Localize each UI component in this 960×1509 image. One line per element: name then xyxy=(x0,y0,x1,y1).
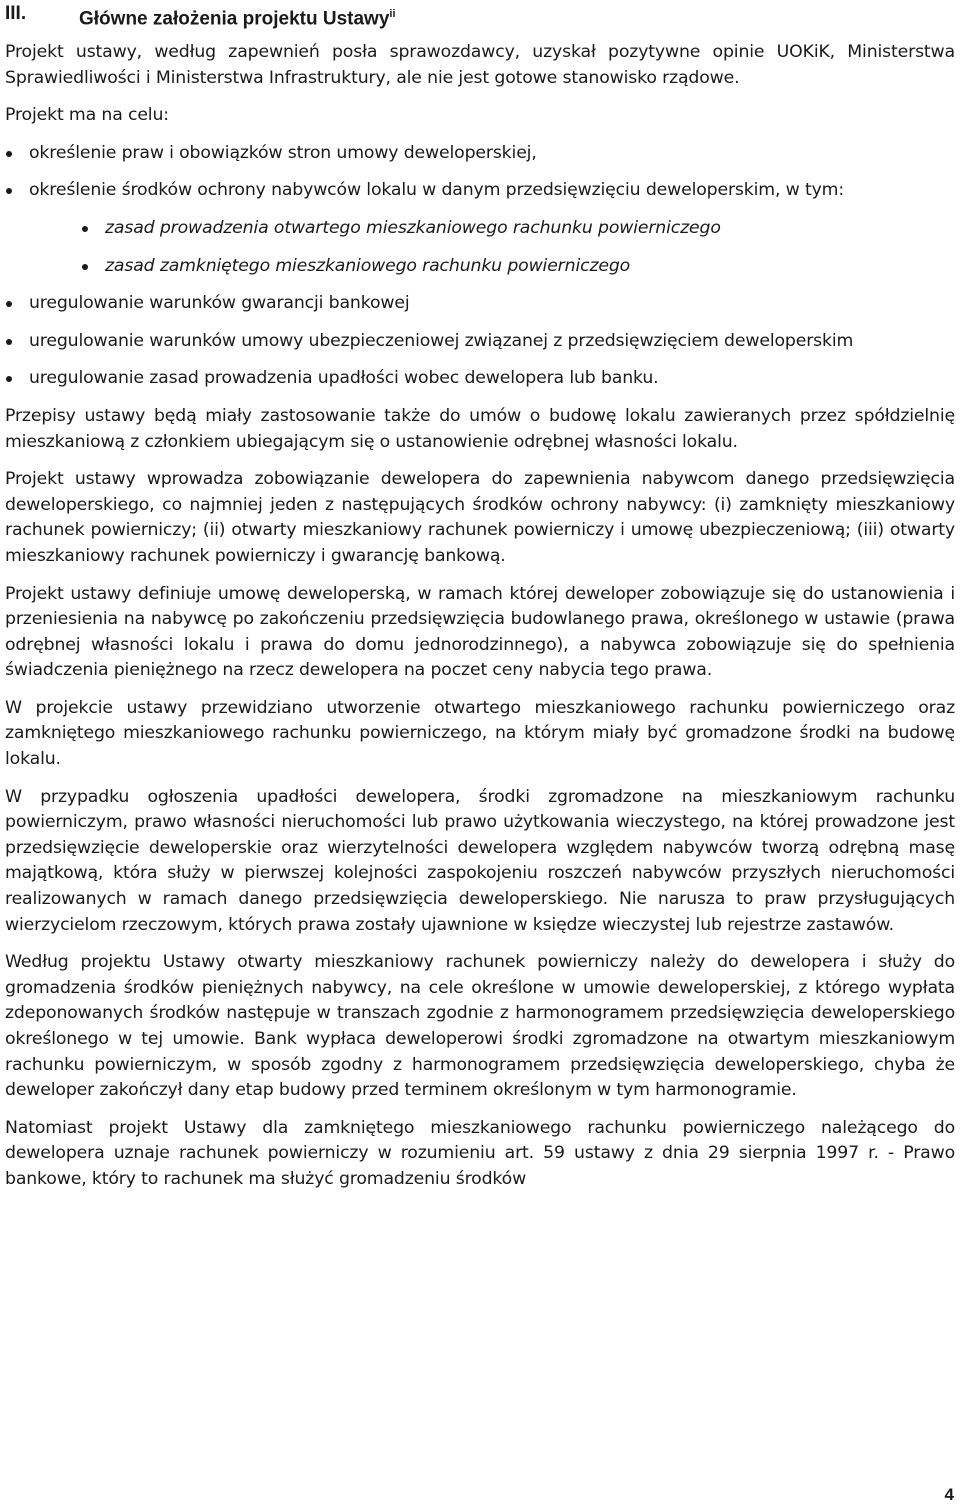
sub-list-item: zasad prowadzenia otwartego mieszkaniowego rachunku powierniczego xyxy=(5,216,955,242)
body-paragraph: Projekt ustawy definiuje umowę deweloperską, w ramach której deweloper zobowiązuje się do ustanowienia i przeniesienia na nabywcę po zakończeniu przedsięwzięcia budowlanego prawa, określonego w ustawie (prawa odrębnej własności lokalu i prawa do domu jednorodzinnego), a nabywca zobowiązuje się do spełnienia świadczenia pieniężnego na rzecz dewelopera na poczet ceny nabycia tego prawa. xyxy=(5,583,955,681)
body-paragraph: Natomiast projekt Ustawy dla zamkniętego mieszkaniowego rachunku powierniczego należącego do dewelopera uznaje rachunek powierniczy w rozumieniu art. 59 ustawy z dnia 29 sierpnia 1997 r. - Prawo bankowe, który to rachunek ma służyć gromadzeniu środków xyxy=(5,1117,955,1189)
bullet-icon xyxy=(82,264,88,270)
sub-list-item: zasad zamkniętego mieszkaniowego rachunku powierniczego xyxy=(5,254,955,280)
section-heading xyxy=(5,0,955,28)
section-number: III. xyxy=(5,3,27,24)
body-paragraph: W przypadku ogłoszenia upadłości dewelopera, środki zgromadzone na mieszkaniowym rachunku powierniczym, prawo własności nieruchomości lub prawo użytkowania wieczystego, na której prowadzone jest przedsięwzięcie deweloperskie oraz wierzytelności dewelopera względem nabywców tworzą odrębną masę majątkową, która służy w pierwszej kolejności zaspokojeniu roszczeń nabywców przyszłych nieruchomości realizowanych w ramach danego przedsięwzięcia deweloperskiego. Nie narusza to praw przysługujących wierzycielom rzeczowym, których prawa zostały ujawnione w księdze wieczystej lub rejestrze zastawów. xyxy=(5,786,955,935)
bullet-icon xyxy=(6,339,12,345)
body-paragraph: Przepisy ustawy będą miały zastosowanie także do umów o budowę lokalu zawieranych przez spółdzielnię mieszkaniową z członkiem ubiegającym się o ustanowienie odrębnej własności lokalu. xyxy=(5,405,955,452)
body-paragraph: Według projektu Ustawy otwarty mieszkaniowy rachunek powierniczy należy do dewelopera i służy do gromadzenia środków pieniężnych nabywcy, na cele określone w umowie deweloperskiej, z którego wypłata zdeponowanych środków następuje w transzach zgodnie z harmonogramem przedsięwzięcia deweloperskiego określonego w tej umowie. Bank wypłaca deweloperowi środki zgromadzone na otwartym mieszkaniowym rachunku powierniczym, w sposób zgodny z harmonogramem przedsięwzięcia deweloperskiego, chyba że deweloper zakończył dany etap budowy przed terminem określonym w tym harmonogramie. xyxy=(5,952,955,1101)
list-item: określenie praw i obowiązków stron umowy deweloperskiej, xyxy=(5,141,955,167)
aims-lead-paragraph: Projekt ma na celu: xyxy=(5,105,169,126)
list-item: określenie środków ochrony nabywców lokalu w danym przedsięwzięciu deweloperskim, w tym: xyxy=(5,178,955,204)
bullet-icon xyxy=(6,151,12,157)
intro-paragraph: Projekt ustawy, według zapewnień posła sprawozdawcy, uzyskał pozytywne opinie UOKiK, Ministerstwa Sprawiedliwości i Ministerstwa Infrastruktury, ale nie jest gotowe stanowisko rządowe. xyxy=(5,42,955,88)
aims-sublist xyxy=(5,216,955,279)
footnote-marker: ii xyxy=(389,8,396,20)
bullet-icon xyxy=(6,376,12,382)
body-paragraph: Projekt ustawy wprowadza zobowiązanie dewelopera do zapewnienia nabywcom danego przedsięwzięcia deweloperskiego, co najmniej jeden z następujących środków ochrony nabywcy: (i) zamknięty mieszkaniowy rachunek powierniczy; (ii) otwarty mieszkaniowy rachunek powierniczy i umowę ubezpieczeniową; (iii) otwarty mieszkaniowy rachunek powierniczy i gwarancję bankową. xyxy=(5,469,955,566)
body-paragraph: W projekcie ustawy przewidziano utworzenie otwartego mieszkaniowego rachunku powierniczego oraz zamkniętego mieszkaniowego rachunku powierniczego, na którym miały być gromadzone środki na budowę lokalu. xyxy=(5,697,955,770)
document-page xyxy=(5,0,955,1205)
list-item: uregulowanie zasad prowadzenia upadłości wobec dewelopera lub banku. xyxy=(5,366,955,392)
page-number: 4 xyxy=(944,1485,954,1504)
aims-list xyxy=(5,141,955,204)
section-title: Główne założenia projektu Ustawy$^{ii}$ xyxy=(79,8,396,30)
list-item: uregulowanie warunków umowy ubezpieczeniowej związanej z przedsięwzięciem deweloperskim xyxy=(5,329,955,355)
bullet-icon xyxy=(6,188,12,194)
bullet-icon xyxy=(6,301,12,307)
list-item: uregulowanie warunków gwarancji bankowej xyxy=(5,291,955,317)
bullet-icon xyxy=(82,226,88,232)
aims-list-continued xyxy=(5,291,955,392)
